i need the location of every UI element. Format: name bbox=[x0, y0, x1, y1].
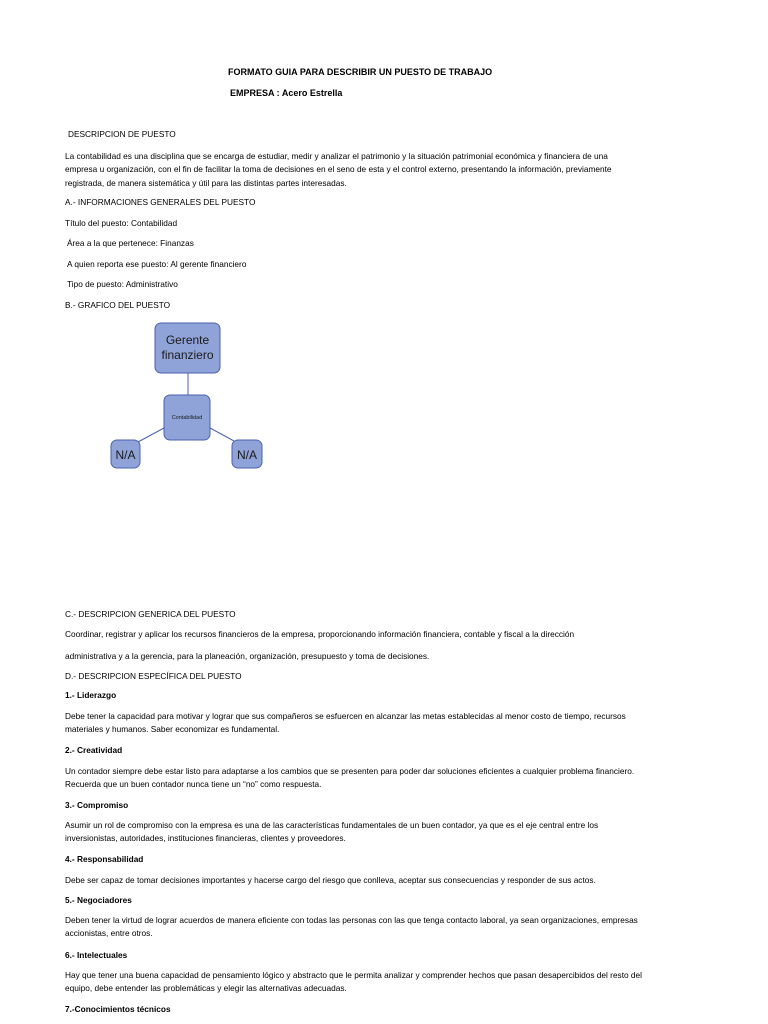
node-left-label: N/A bbox=[115, 448, 136, 462]
org-chart-nodes bbox=[111, 323, 262, 468]
paragraph-line: La contabilidad es una disciplina que se encarga de estudiar, medir y analizar el patrimonio y la situación patrimonial económica y financiera de una bbox=[65, 151, 608, 161]
item-paragraph bbox=[65, 710, 715, 737]
section-c-line: Coordinar, registrar y aplicar los recursos financieros de la empresa, proporcionando información financiera, contable y fiscal a la dirección bbox=[65, 629, 575, 639]
item-paragraph bbox=[65, 765, 715, 792]
paragraph-line: materiales y humanos. Saber economizar es fundamental. bbox=[65, 724, 280, 735]
reporta-puesto: A quien reporta ese puesto: Al gerente financiero bbox=[67, 259, 247, 269]
item-paragraph bbox=[65, 914, 715, 941]
paragraph-line: inversionistas, autoridades, instituciones financieras, clientes y proveedores. bbox=[65, 833, 346, 844]
paragraph-line: Deben tener la virtud de lograr acuerdos de manera eficiente con todas las personas con las que tenga contacto laboral, ya sean organizaciones, empresas bbox=[65, 915, 638, 925]
node-gerente-label: finanziero bbox=[161, 348, 214, 362]
item-title: 2.- Creatividad bbox=[65, 745, 123, 755]
tipo-puesto: Tipo de puesto: Administrativo bbox=[67, 279, 178, 289]
descripcion-paragraph bbox=[65, 150, 715, 190]
section-d-heading: D.- DESCRIPCION ESPECÍFICA DEL PUESTO bbox=[65, 671, 242, 681]
paragraph-line: Debe tener la capacidad para motivar y lograr que sus compañeros se esfuercen en alcanzar las metas establecidas al menor costo de tiempo, recursos bbox=[65, 711, 626, 721]
paragraph-line: Debe ser capaz de tomar decisiones importantes y hacerse cargo del riesgo que conlleva, aceptar sus consecuencias y responder de sus actos. bbox=[65, 875, 596, 885]
section-c-line: administrativa y a la gerencia, para la planeación, organización, presupuesto y toma de decisiones. bbox=[65, 651, 430, 661]
item-paragraph bbox=[65, 819, 715, 846]
connector-right bbox=[210, 428, 234, 441]
item-paragraph bbox=[65, 969, 715, 996]
paragraph-line: empresa u organización, con el fin de facilitar la toma de decisiones en el seno de esta y el control externo, presentando la información, previamente bbox=[65, 164, 612, 175]
descripcion-heading: DESCRIPCION DE PUESTO bbox=[68, 129, 176, 139]
item-title: 4.- Responsabilidad bbox=[65, 854, 144, 864]
section-c-heading: C.- DESCRIPCION GENERICA DEL PUESTO bbox=[65, 609, 236, 619]
paragraph-line: Un contador siempre debe estar listo para adaptarse a los cambios que se presenten para poder dar soluciones eficientes a cualquier problema financiero. bbox=[65, 766, 635, 776]
paragraph-line: registrada, de manera sistemática y útil para las distintas partes interesadas. bbox=[65, 177, 347, 188]
area-puesto: Área a la que pertenece: Finanzas bbox=[67, 238, 194, 248]
item-paragraph bbox=[65, 874, 715, 887]
paragraph-line: Recuerda que un buen contador nunca tiene un “no” como respuesta. bbox=[65, 779, 322, 790]
company-name: EMPRESA : Acero Estrella bbox=[230, 88, 343, 98]
item-title: 7.-Conocimientos técnicos bbox=[65, 1004, 171, 1014]
item-title: 6.- Intelectuales bbox=[65, 950, 128, 960]
item-title: 3.- Compromiso bbox=[65, 800, 129, 810]
org-chart-diagram bbox=[100, 315, 280, 475]
connector-left bbox=[138, 428, 164, 442]
paragraph-line: Asumir un rol de compromiso con la empresa es una de las características fundamentales de un buen contador, ya que es el eje central entre los bbox=[65, 820, 599, 830]
node-contabilidad-label: Contabilidad bbox=[171, 415, 203, 421]
section-b-heading: B.- GRAFICO DEL PUESTO bbox=[65, 300, 171, 310]
section-a-heading: A.- INFORMACIONES GENERALES DEL PUESTO bbox=[65, 197, 256, 207]
paragraph-line: Hay que tener una buena capacidad de pensamiento lógico y abstracto que le permita analizar y comprender hechos que pasan desapercibidos del resto del bbox=[65, 970, 643, 980]
document-title: FORMATO GUIA PARA DESCRIBIR UN PUESTO DE TRABAJO bbox=[228, 67, 493, 77]
node-gerente-label: Gerente bbox=[165, 333, 210, 347]
item-title: 1.- Liderazgo bbox=[65, 690, 117, 700]
paragraph-line: accionistas, entre otros. bbox=[65, 928, 153, 939]
node-right-label: N/A bbox=[236, 448, 258, 462]
titulo-puesto: Título del puesto: Contabilidad bbox=[65, 218, 178, 228]
item-title: 5.- Negociadores bbox=[65, 895, 132, 905]
paragraph-line: equipo, debe entender las problemáticas y elegir las alternativas adecuadas. bbox=[65, 983, 347, 994]
